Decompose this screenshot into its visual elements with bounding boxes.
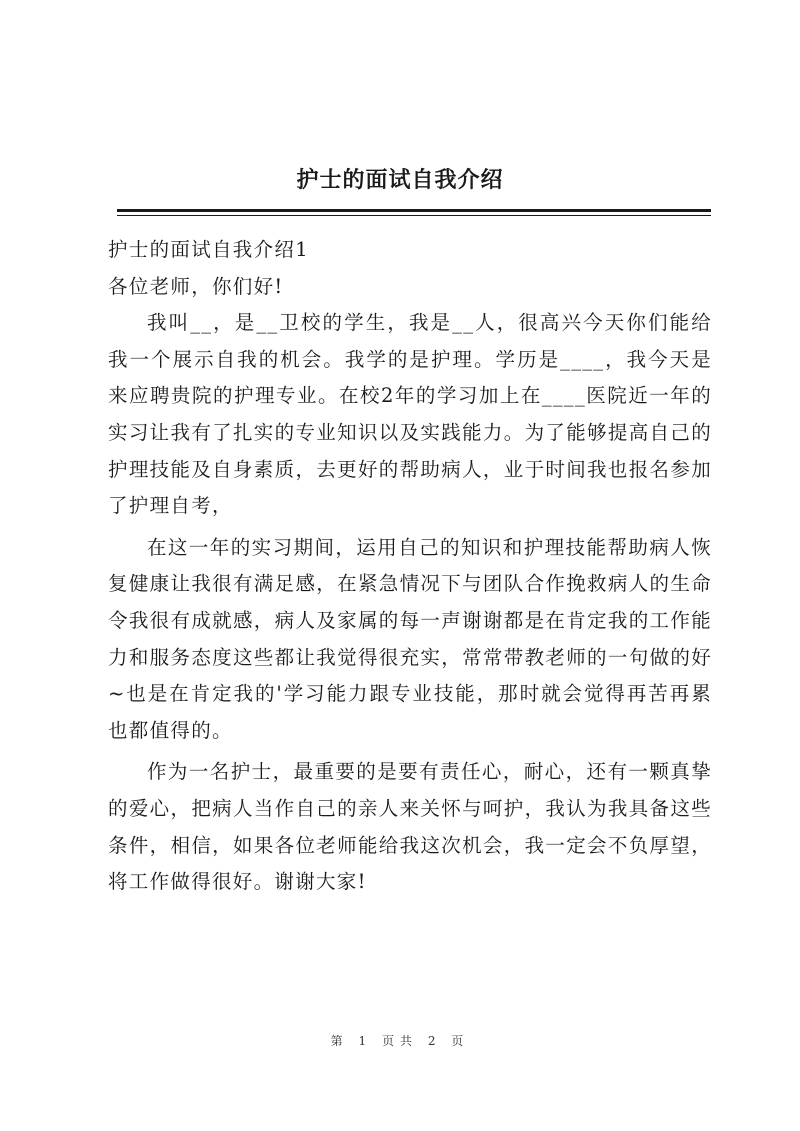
footer-prefix: 第 xyxy=(330,1034,349,1048)
footer-current-page: 1 xyxy=(358,1034,373,1048)
paragraph-introduction: 我叫__，是__卫校的学生，我是__人，很高兴今天你们能给我一个展示自我的机会。我学的是护理。学历是____，我今天是来应聘贵院的护理专业。在校2年的学习加上在____医院近一年的实习让我有了扎实的专业知识以及实践能力。为了能够提高自己的护理技能及自身素质，去更好的帮助病人，业于时间我也报名参加了护理自考， xyxy=(108,311,712,518)
title-divider-thick xyxy=(117,209,711,212)
title-divider-thin xyxy=(117,215,711,216)
footer-suffix: 页 xyxy=(451,1034,470,1048)
section-heading: 护士的面试自我介绍1 xyxy=(108,238,309,261)
footer-total-pages: 2 xyxy=(427,1034,442,1048)
document-body xyxy=(108,232,712,906)
footer-mid: 页共 xyxy=(381,1034,418,1048)
greeting-line: 各位老师，你们好! xyxy=(108,274,284,298)
paragraph-internship: 在这一年的实习期间，运用自己的知识和护理技能帮助病人恢复健康让我很有满足感，在紧急情况下与团队合作挽救病人的生命令我很有成就感，病人及家属的每一声谢谢都是在肯定我的工作能力和服务态度这些都让我觉得很充实，常常带教老师的一句做的好~也是在肯定我的'学习能力跟专业技能，那时就会觉得再苦再累也都值得的。 xyxy=(108,535,712,742)
page-footer xyxy=(0,1032,800,1049)
page-title: 护士的面试自我介绍 xyxy=(296,167,504,193)
paragraph-closing: 作为一名护士，最重要的是要有责任心，耐心，还有一颗真挚的爱心，把病人当作自己的亲人来关怀与呵护，我认为我具备这些条件，相信，如果各位老师能给我这次机会，我一定会不负厚望，将工作做得很好。谢谢大家! xyxy=(108,760,712,894)
